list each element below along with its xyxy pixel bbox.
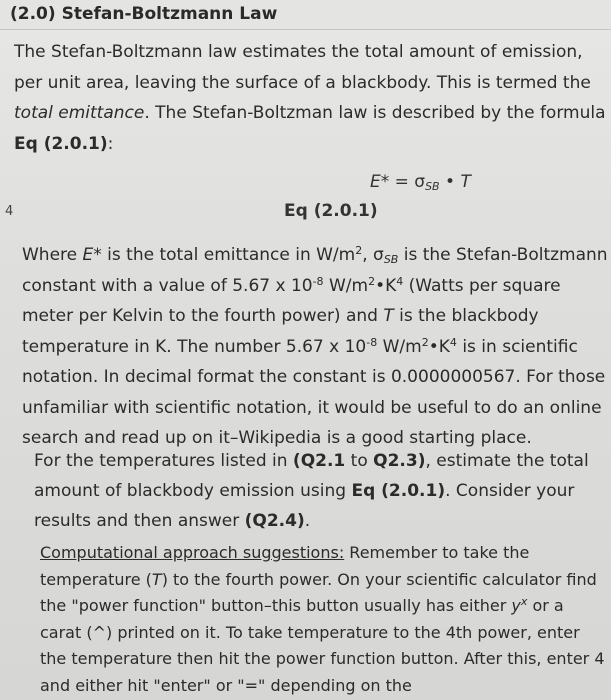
- formula-rhs: T: [460, 172, 471, 192]
- suggestions-text: ) to the fourth power. On your scientific calculator find the "power function" button–this button usually has either: [40, 569, 597, 615]
- suggestions-heading: Computational approach suggestions:: [40, 543, 345, 562]
- task-question-ref: (Q2.1: [292, 451, 346, 471]
- def-text: is the Stefan-Boltzmann constant with a value of 5.67 x 10: [22, 245, 608, 296]
- task-text: , estimate the total amount of blackbody emission using: [34, 451, 589, 501]
- task-question-ref: Q2.3): [373, 451, 426, 471]
- def-text: (Watts per square meter per Kelvin to the fourth power) and: [22, 275, 561, 326]
- task-paragraph: [34, 446, 604, 536]
- def-t-symbol: T: [383, 306, 394, 326]
- intro-eq-ref: Eq (2.0.1): [14, 133, 108, 154]
- formula-lhs: E*: [370, 172, 390, 192]
- def-sup: 4: [449, 335, 457, 349]
- suggestions-y-symbol: y: [511, 596, 521, 615]
- def-text: W/m: [377, 336, 422, 357]
- task-text: .: [304, 511, 311, 531]
- equation-number: 4: [5, 204, 14, 219]
- def-text: is in scientific notation. In decimal format the constant is 0.0000000567. For those unfamiliar with scientific notation, it would be useful to do an online search and read up on it–Wikipedia is a good starting place.: [22, 336, 606, 448]
- intro-text-2: . The Stefan-Boltzman law is described by the formula: [144, 103, 606, 123]
- def-sub: SB: [383, 253, 399, 266]
- intro-term: total emittance: [14, 103, 145, 123]
- def-text: is the total emittance in W/m: [101, 245, 356, 265]
- def-sup: -8: [366, 335, 378, 349]
- equation-label: Eq (2.0.1): [284, 201, 378, 221]
- formula-sub: SB: [425, 180, 440, 193]
- def-text: •K: [428, 336, 450, 357]
- task-question-ref: (Q2.4): [244, 511, 305, 531]
- def-text: , σ: [362, 245, 384, 265]
- intro-text-3: :: [107, 133, 114, 154]
- suggestions-paragraph: [40, 540, 608, 699]
- def-text: is the blackbody temperature in K. The number 5.67 x 10: [22, 306, 539, 357]
- suggestions-text: or a carat (^) printed on it. To take temperature to the 4th power, enter the temperature then hit the power function button. After this, enter 4 and either hit "enter" or "=" depending on the: [40, 596, 605, 695]
- suggestions-t-symbol: T: [151, 569, 162, 589]
- suggestions-text: Remember to take the temperature (: [40, 543, 530, 589]
- task-text: . Consider your results and then answer: [34, 481, 575, 531]
- def-text: •K: [375, 275, 397, 296]
- task-text: to: [345, 451, 374, 471]
- intro-paragraph: [14, 37, 606, 159]
- def-e-symbol: E*: [82, 245, 102, 265]
- def-text: W/m: [323, 275, 369, 296]
- task-eq-ref: Eq (2.0.1): [351, 481, 446, 501]
- def-sup: 2: [368, 274, 376, 288]
- def-sup: 2: [421, 335, 429, 349]
- formula-equals: = σ: [389, 172, 426, 192]
- intro-text-1: The Stefan-Boltzmann law estimates the total amount of emission, per unit area, leaving the surface of a blackbody. This is termed the: [14, 42, 591, 93]
- section-title: (2.0) Stefan-Boltzmann Law: [0, 0, 611, 30]
- definition-paragraph: [22, 240, 608, 454]
- suggestions-x-symbol: x: [520, 595, 528, 608]
- formula: [370, 172, 471, 192]
- task-text: For the temperatures listed in: [34, 451, 293, 471]
- def-sup: 2: [355, 244, 363, 257]
- def-sup: -8: [312, 274, 324, 288]
- def-sup: 4: [396, 274, 404, 288]
- def-text: Where: [22, 245, 83, 265]
- formula-dot: •: [439, 172, 461, 192]
